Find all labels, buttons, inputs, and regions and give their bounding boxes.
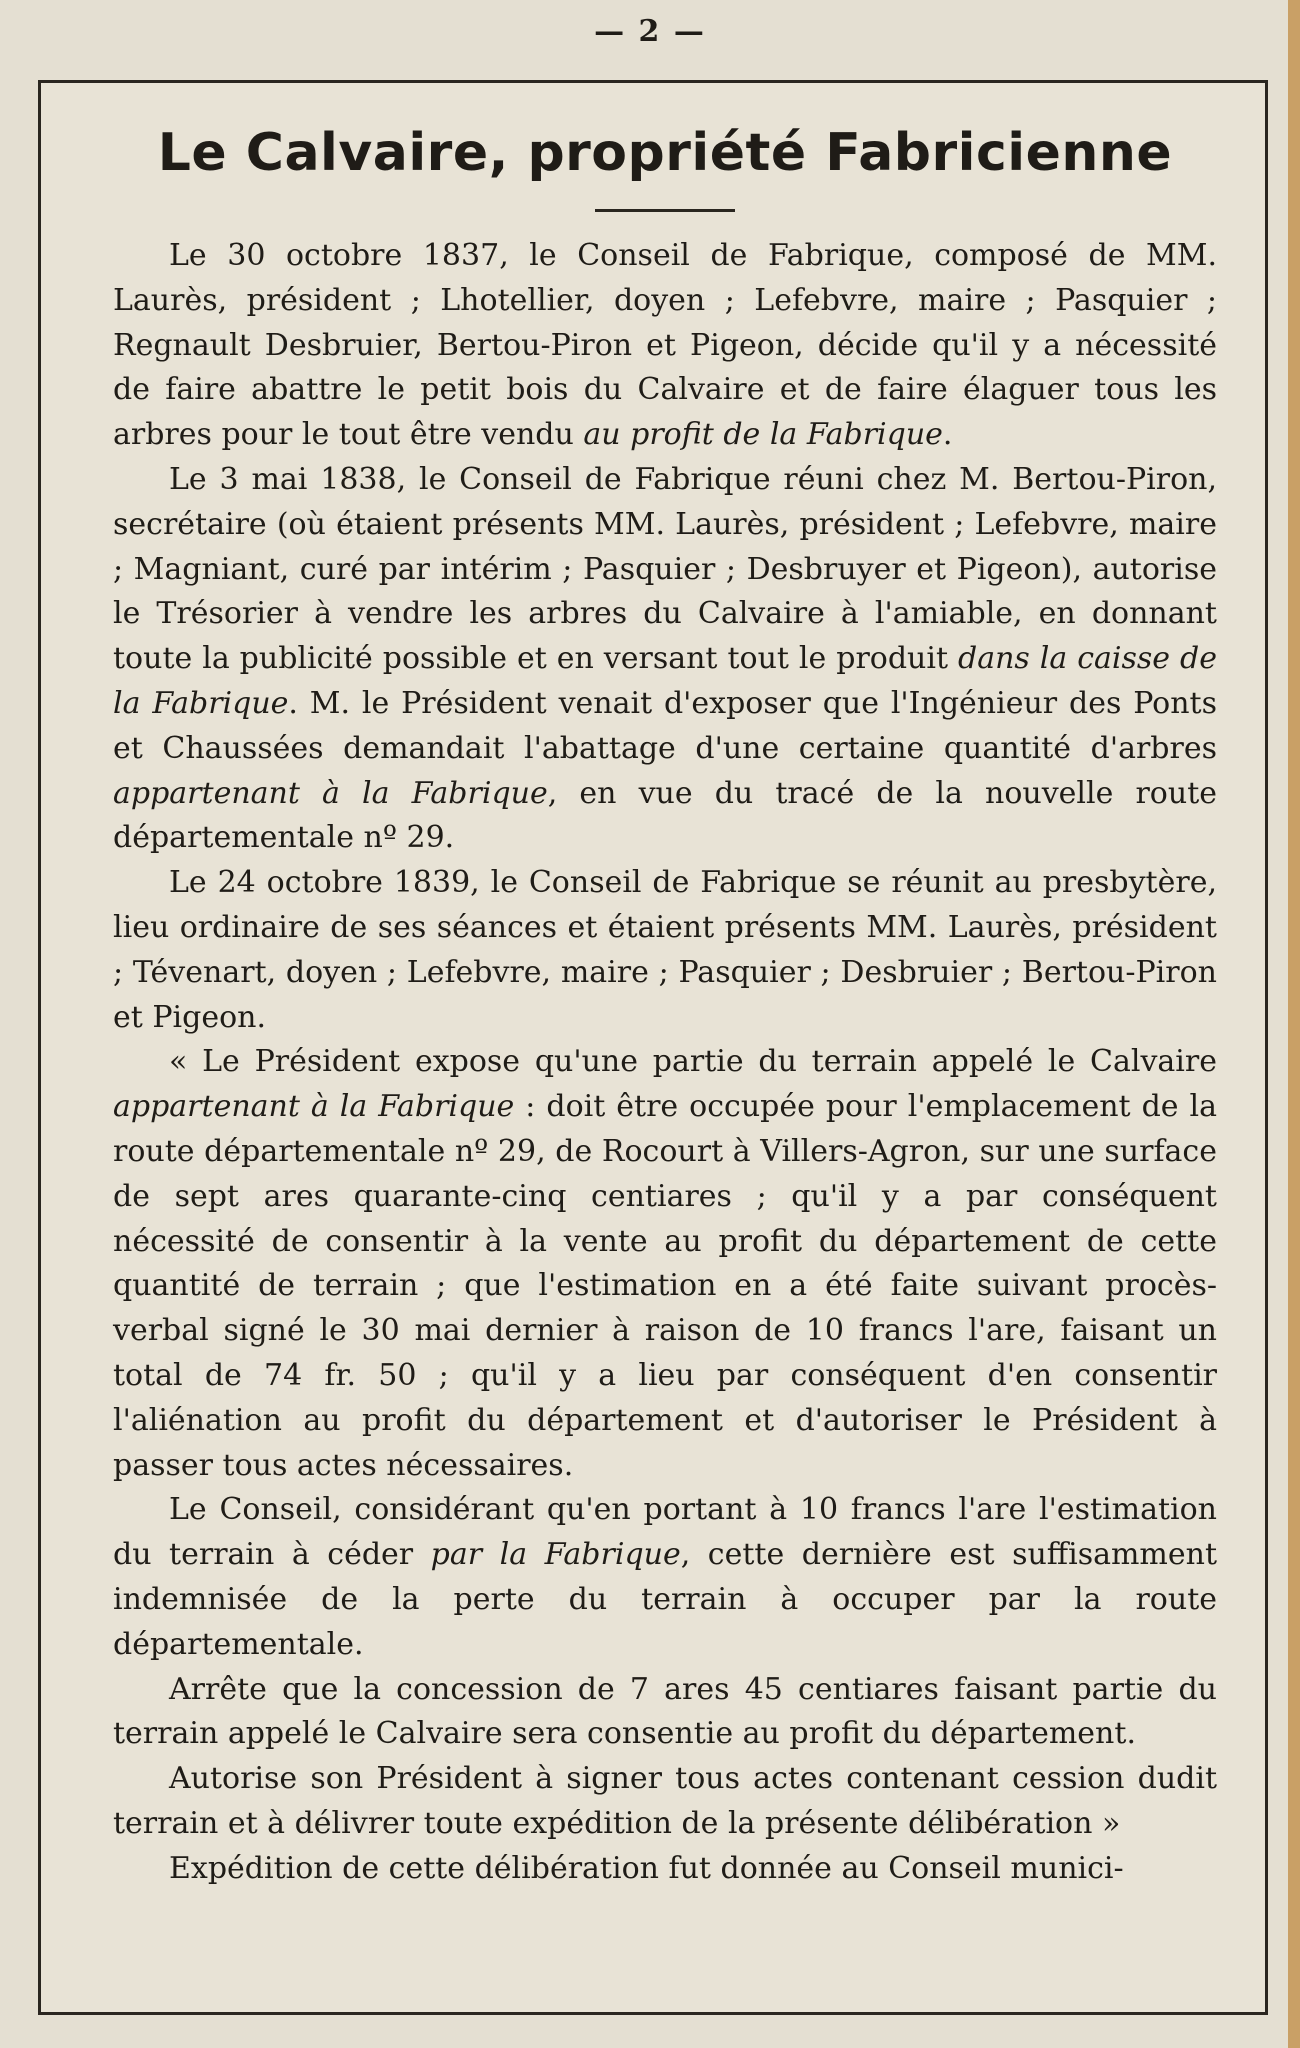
article-paragraph xyxy=(113,1757,1217,1847)
paragraph-text: Arrête que la concession de 7 ares 45 centiares faisant partie du terrain appelé le Calvaire sera consentie au profit du département. xyxy=(113,1671,1217,1752)
article-paragraph xyxy=(113,861,1217,1040)
paragraph-text: « Le Président expose qu'une partie du terrain appelé le Calvaire xyxy=(169,1044,1217,1080)
article-title: Le Calvaire, propriété Fabricienne xyxy=(157,123,1173,183)
paragraph-text: , en vue du tracé de la nouvelle route départementale nº 29. xyxy=(113,775,1218,856)
italic-text: par la Fabrique xyxy=(430,1537,681,1573)
article-paragraph xyxy=(113,1040,1217,1488)
paragraph-text: Le 30 octobre 1837, le Conseil de Fabrique, composé de MM. Laurès, président ; Lhotellier, doyen ; Lefebvre, maire ; Pasquier ; Regnault Desbruier, Bertou-Piron et Pigeon, décide qu'il y a nécessité de faire abattre le petit bois du Calvaire et de faire élaguer tous les arbres pour le tout être vendu xyxy=(113,238,1217,453)
article-paragraph xyxy=(113,1488,1217,1667)
paragraph-text: Le Conseil, considérant qu'en portant à 10 francs l'are l'estimation du terrain à céder xyxy=(113,1492,1217,1573)
article-paragraph xyxy=(113,1668,1217,1758)
paragraph-text: Le 3 mai 1838, le Conseil de Fabrique réuni chez M. Bertou-Piron, secrétaire (où étaient présents MM. Laurès, président ; Lefebvre, maire ; Magniant, curé par intérim ; Pasquier ; Desbruyer et Pigeon), autorise le Trésorier à vendre les arbres du Calvaire à l'amiable, en donnant toute la publicité possible et en versant tout le produit xyxy=(113,461,1217,677)
article-paragraph xyxy=(113,234,1217,458)
paragraph-text: Autorise son Président à signer tous actes contenant cession dudit terrain et à délivrer toute expédition de la présente délibération » xyxy=(113,1761,1217,1841)
italic-text: appartenant à la Fabrique xyxy=(113,1089,515,1125)
paragraph-text: Le 24 octobre 1839, le Conseil de Fabrique se réunit au presbytère, lieu ordinaire de ses séances et étaient présents MM. Laurès, président ; Tévenart, doyen ; Lefebvre, maire ; Pasquier ; Desbruier ; Bertou-Piron et Pigeon. xyxy=(113,865,1217,1035)
page-edge xyxy=(1288,0,1300,2048)
paragraph-text: : doit être occupée pour l'emplacement de la route départementale nº 29, de Rocourt à Villers-Agron, sur une surface de sept ares quarante-cinq centiares ; qu'il y a par conséquent nécessité de consentir à la vente au profit du département de cette quantité de terrain ; que l'estimation en a été faite suivant procès-verbal signé le 30 mai dernier à raison de 10 francs l'are, faisant un total de 74 fr. 50 ; qu'il y a lieu par conséquent d'en consentir l'aliénation au profit du département et d'autoriser le Président à passer tous actes nécessaires. xyxy=(113,1089,1217,1483)
page-number: — 2 — xyxy=(594,14,706,49)
paragraph-text: Expédition de cette délibération fut donnée au Conseil munici- xyxy=(169,1850,1124,1886)
paragraph-text: , cette dernière est suffisamment indemnisée de la perte du terrain à occuper par la route départementale. xyxy=(113,1537,1217,1662)
article-frame xyxy=(38,80,1268,2015)
paragraph-text: . xyxy=(942,417,953,453)
italic-text: au profit de la Fabrique xyxy=(583,417,943,453)
article-paragraph xyxy=(113,1847,1217,1892)
article-body xyxy=(113,234,1217,1891)
italic-text: dans la caisse de la Fabrique xyxy=(113,641,1217,721)
paragraph-text: . M. le Président venait d'exposer que l'Ingénieur des Ponts et Chaussées demandait l'abattage d'une certaine quantité d'arbres xyxy=(113,685,1217,766)
title-divider xyxy=(595,209,735,212)
article-paragraph xyxy=(113,458,1217,861)
italic-text: appartenant à la Fabrique xyxy=(113,775,548,811)
